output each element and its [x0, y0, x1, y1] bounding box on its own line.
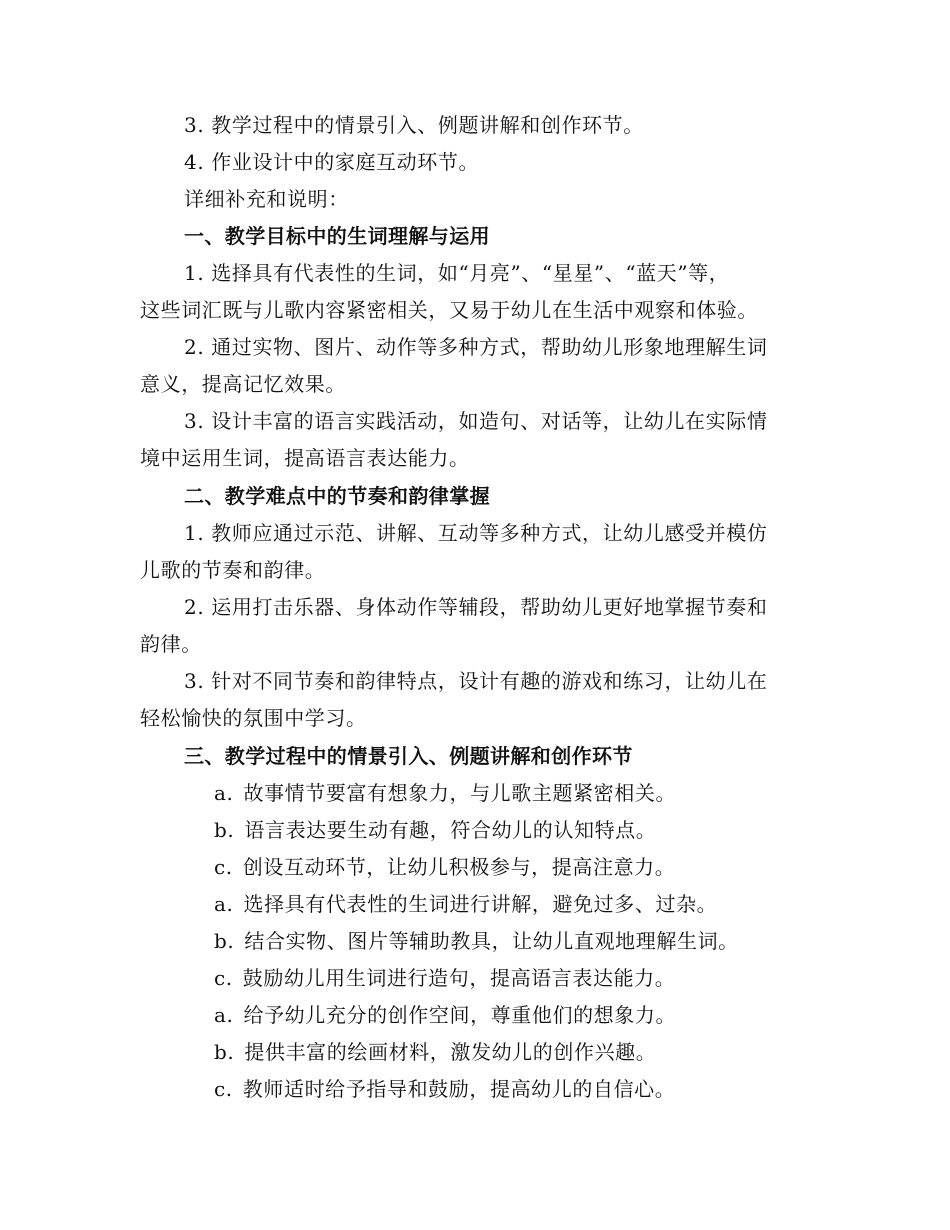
list-item-marker: b. — [214, 929, 235, 953]
section-3-list-item — [214, 1040, 656, 1064]
section-1-paragraph-1-line-1: 1. 选择具有代表性的生词，如“月亮”、“星星”、“蓝天”等， — [184, 261, 730, 285]
detail-note-label: 详细补充和说明： — [184, 187, 349, 211]
section-1-paragraph-2-line-2: 意义，提高记忆效果。 — [140, 372, 346, 396]
section-3-list-item — [214, 818, 656, 842]
list-item-marker: a. — [214, 1003, 234, 1027]
list-item-marker: c. — [214, 855, 233, 879]
section-2-paragraph-1-line-1: 1. 教师应通过示范、讲解、互动等多种方式，让幼儿感受并模仿 — [184, 521, 768, 545]
section-2-paragraph-2-line-1: 2. 运用打击乐器、身体动作等辅段，帮助幼儿更好地掌握节奏和 — [184, 595, 768, 619]
section-2-paragraph-2-line-2: 韵律。 — [140, 632, 202, 656]
section-1-paragraph-3-line-1: 3. 设计丰富的语言实践活动，如造句、对话等，让幼儿在实际情 — [184, 409, 768, 433]
section-2-heading: 二、教学难点中的节奏和韵律掌握 — [184, 484, 490, 508]
list-item-marker: c. — [214, 1077, 233, 1101]
list-item-marker: b. — [214, 1040, 235, 1064]
section-3-list-item — [214, 966, 675, 990]
list-item-text: 提供丰富的绘画材料，激发幼儿的创作兴趣。 — [244, 1040, 657, 1064]
list-item-text: 创设互动环节，让幼儿积极参与，提高注意力。 — [242, 855, 676, 879]
section-1-paragraph-1-line-2: 这些词汇既与儿歌内容紧密相关，又易于幼儿在生活中观察和体验。 — [140, 298, 758, 322]
section-1-heading: 一、教学目标中的生词理解与运用 — [184, 224, 490, 248]
list-item-text: 选择具有代表性的生词进行讲解，避免过多、过杂。 — [243, 892, 718, 916]
section-3-list-item — [214, 929, 739, 953]
section-3-list-item — [214, 1077, 675, 1101]
list-item-marker: a. — [214, 781, 234, 805]
list-item-text: 鼓励幼儿用生词进行造句，提高语言表达能力。 — [242, 966, 676, 990]
section-1-paragraph-2-line-1: 2. 通过实物、图片、动作等多种方式，帮助幼儿形象地理解生词 — [184, 335, 768, 359]
list-item-text: 给予幼儿充分的创作空间，尊重他们的想象力。 — [243, 1003, 677, 1027]
list-item-text: 故事情节要富有想象力，与儿歌主题紧密相关。 — [243, 781, 677, 805]
section-2-paragraph-3-line-2: 轻松愉快的氛围中学习。 — [140, 706, 367, 730]
section-1-paragraph-3-line-2: 境中运用生词，提高语言表达能力。 — [140, 446, 470, 470]
section-3-list-item — [214, 855, 675, 879]
list-item-text: 教师适时给予指导和鼓励，提高幼儿的自信心。 — [242, 1077, 676, 1101]
list-item-marker: b. — [214, 818, 235, 842]
intro-item-3: 3. 教学过程中的情景引入、例题讲解和创作环节。 — [184, 113, 644, 137]
list-item-marker: c. — [214, 966, 233, 990]
section-3-list-item — [214, 1003, 676, 1027]
list-item-text: 语言表达要生动有趣，符合幼儿的认知特点。 — [244, 818, 657, 842]
section-2-paragraph-3-line-1: 3. 针对不同节奏和韵律特点，设计有趣的游戏和练习，让幼儿在 — [184, 669, 768, 693]
section-3-list-item — [214, 892, 717, 916]
list-item-marker: a. — [214, 892, 234, 916]
section-3-heading: 三、教学过程中的情景引入、例题讲解和创作环节 — [184, 744, 633, 768]
list-item-text: 结合实物、图片等辅助教具，让幼儿直观地理解生词。 — [244, 929, 739, 953]
intro-item-4: 4. 作业设计中的家庭互动环节。 — [184, 150, 480, 174]
section-2-paragraph-1-line-2: 儿歌的节奏和韵律。 — [140, 558, 326, 582]
section-3-list-item — [214, 781, 676, 805]
